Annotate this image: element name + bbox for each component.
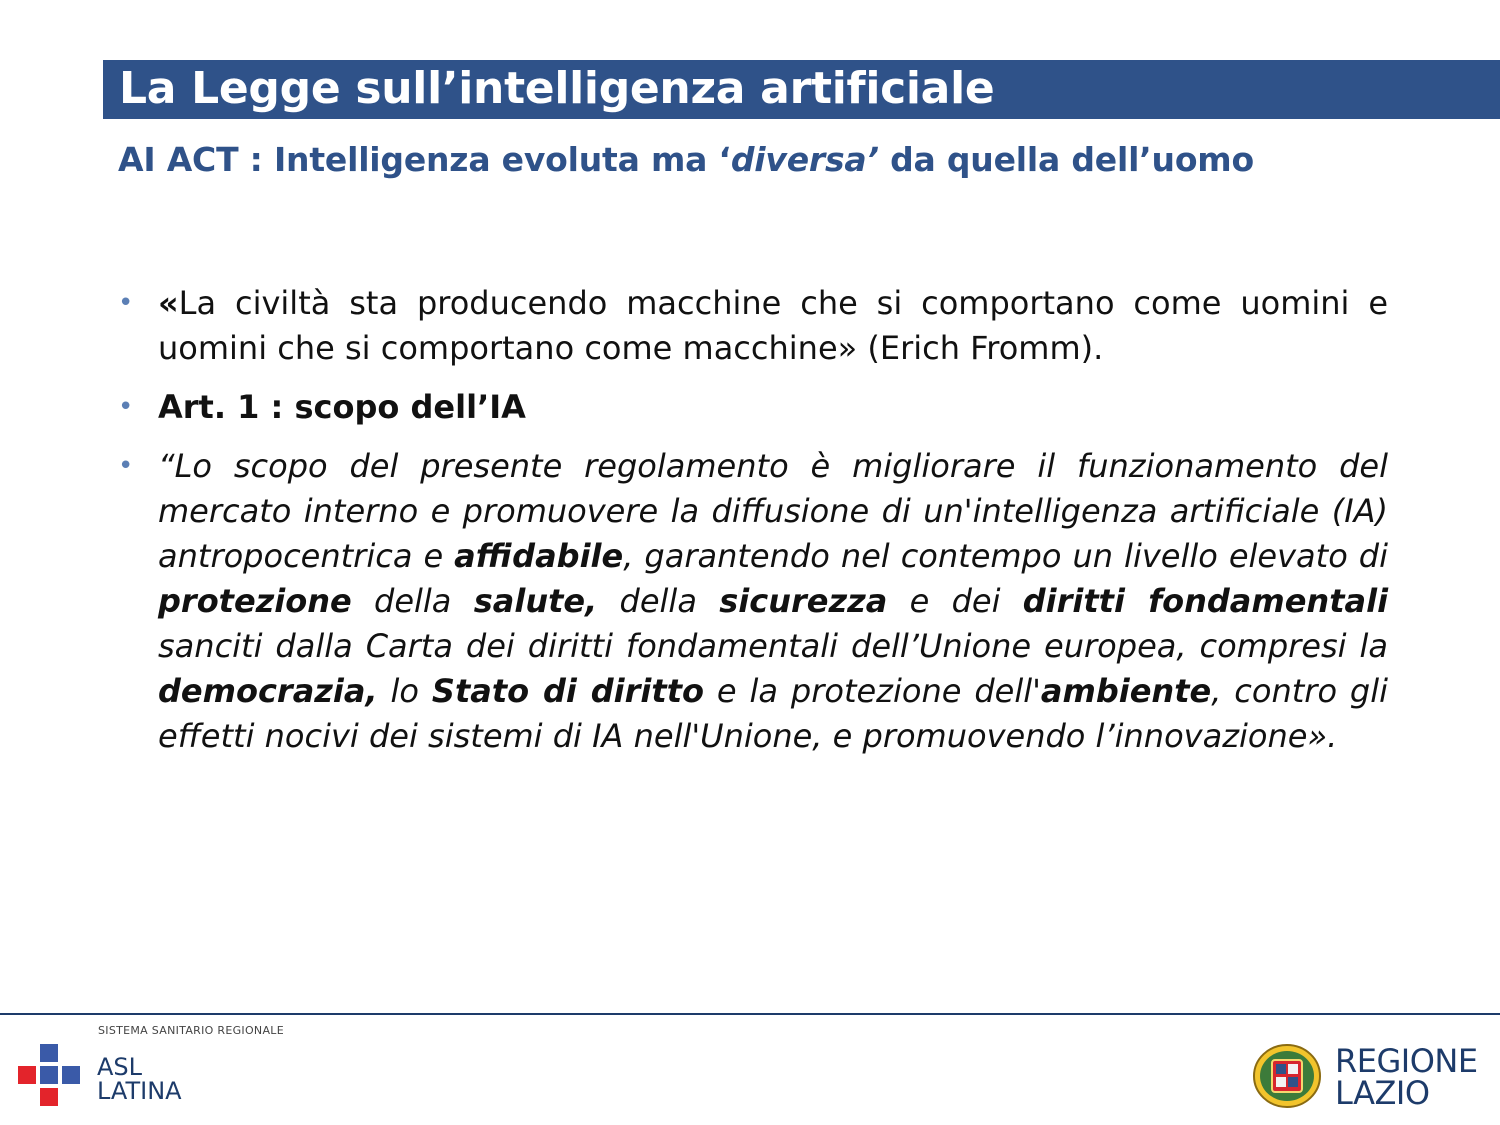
fromm-quote-text: La civiltà sta producendo macchine che si comportano come uomini e uomini che si comportano come macchine» (Erich Fromm).	[158, 284, 1388, 367]
keyword-diritti-fondamentali: diritti fondamentali	[1022, 582, 1389, 620]
keyword-sicurezza: sicurezza	[719, 582, 888, 620]
footer-divider	[0, 1013, 1500, 1015]
sistema-sanitario-label: SISTEMA SANITARIO REGIONALE	[98, 1024, 284, 1037]
asl-latina-label	[97, 1055, 182, 1103]
keyword-affidabile: affidabile	[454, 537, 624, 575]
quote-seg-8: e la protezione dell'	[703, 672, 1041, 710]
quote-seg-2: , garantendo nel contempo un livello elevato di	[623, 537, 1389, 575]
keyword-ambiente: ambiente	[1040, 672, 1212, 710]
quote-seg-3: della	[351, 582, 474, 620]
slide-subtitle	[118, 137, 1254, 183]
keyword-protezione: protezione	[158, 582, 352, 620]
bullet-dot-icon: •	[118, 288, 134, 318]
asl-line-1: ASL	[97, 1053, 143, 1081]
bullet-fromm-quote	[118, 281, 1388, 371]
quote-seg-4: della	[597, 582, 720, 620]
title-bar	[103, 60, 1500, 119]
regione-lazio-emblem-icon	[1252, 1043, 1322, 1109]
quote-seg-1: “Lo scopo del presente regolamento è migliorare il funzionamento del mercato interno e promuovere la diffusione di un'intelligenza artificiale (IA) antropocentrica e	[158, 447, 1388, 575]
bullet-art1-heading	[118, 385, 1388, 430]
regione-line-1: REGIONE	[1335, 1042, 1478, 1080]
quote-seg-6: sanciti dalla Carta dei diritti fondamentali dell’Unione europea, compresi la	[158, 627, 1388, 665]
bullet-dot-icon: •	[118, 392, 134, 422]
quote-seg-9: , contro gli effetti nocivi dei sistemi di IA nell'Unione, e promuovendo l’innovazione».	[158, 672, 1389, 755]
regione-line-2: LAZIO	[1335, 1074, 1430, 1112]
asl-line-2: LATINA	[97, 1077, 182, 1105]
art1-heading-text: Art. 1 : scopo dell’IA	[158, 388, 526, 426]
keyword-democrazia: democrazia,	[158, 672, 378, 710]
slide-title: La Legge sull’intelligenza artificiale	[119, 63, 995, 114]
regione-lazio-label	[1335, 1042, 1478, 1112]
subtitle-emphasis: diversa’	[730, 140, 879, 179]
subtitle-suffix: da quella dell’uomo	[878, 140, 1254, 179]
quote-seg-7: lo	[377, 672, 432, 710]
quote-open-mark: «	[158, 284, 179, 322]
bullet-dot-icon: •	[118, 451, 134, 481]
bullet-list	[118, 281, 1388, 773]
keyword-stato-di-diritto: Stato di diritto	[431, 672, 704, 710]
subtitle-prefix: AI ACT : Intelligenza evoluta ma ‘	[118, 140, 731, 179]
bullet-regulation-quote	[118, 444, 1388, 759]
quote-seg-5: e dei	[887, 582, 1023, 620]
keyword-salute: salute,	[473, 582, 598, 620]
asl-cross-logo-icon	[18, 1044, 82, 1108]
